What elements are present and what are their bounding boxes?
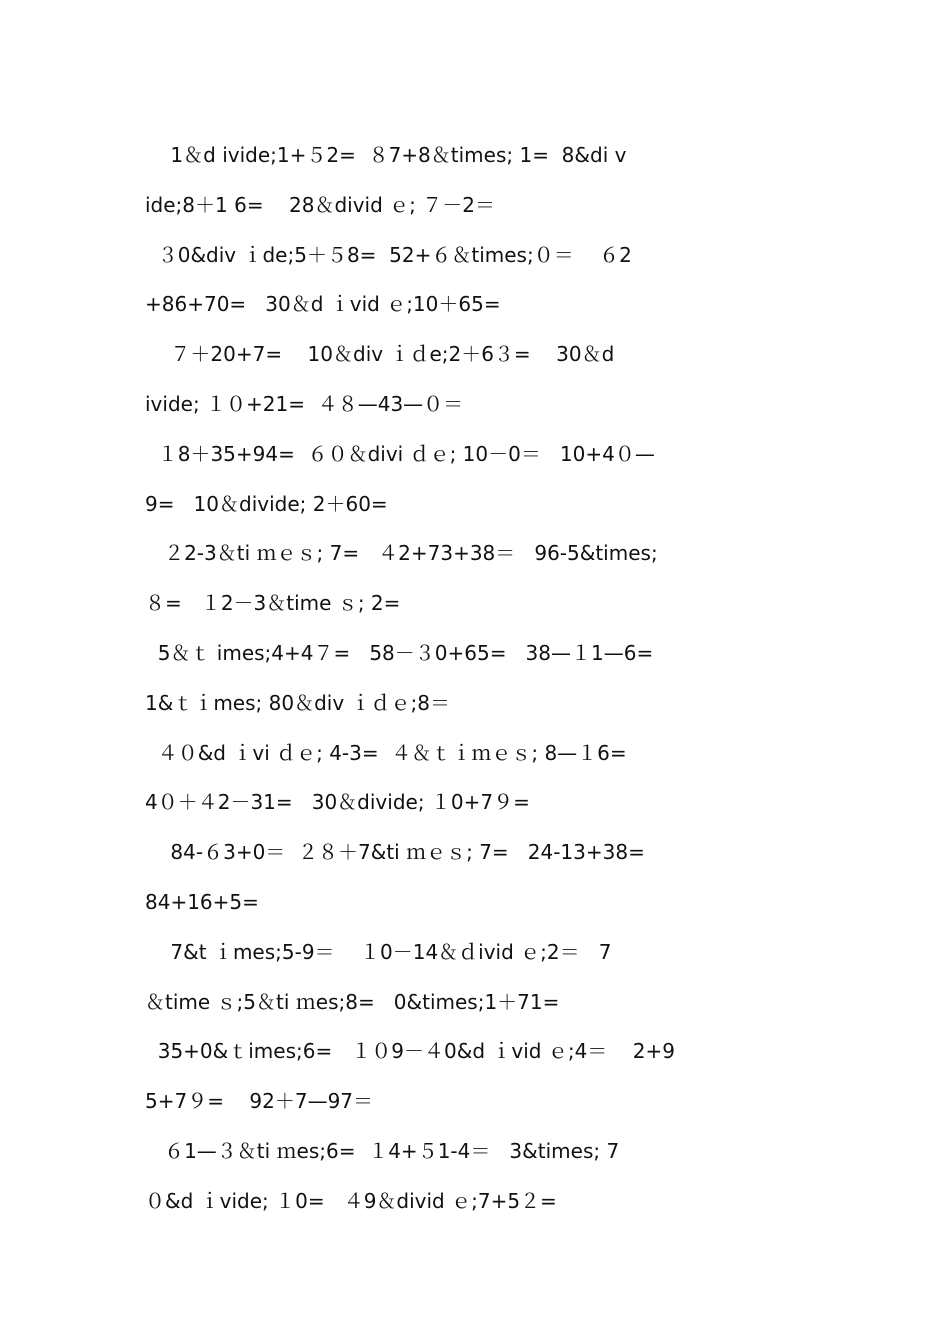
text-line: 35+0&ｔimes;6= １０9－４0&d ｉvid ｅ;4＝ 2+9	[145, 1039, 675, 1064]
text-line: 84+16+5=	[145, 889, 259, 914]
text-line: ８= １2－3＆time ｓ; 2=	[145, 591, 401, 616]
text-line: ４０&d ｉvi ｄｅ; 4-3= ４＆ｔｉｍｅｓ; 8—１6=	[145, 740, 627, 765]
text-line: ２2-3＆ti ｍｅｓ; 7= ４2+73+38＝ 96-5&times;	[145, 541, 658, 566]
text-line: ７＋20+7= 10＆div ｉｄe;2＋6３= 30＆d	[145, 342, 615, 367]
text-line: 5+7９= 92＋7—97＝	[145, 1089, 374, 1114]
text-line: ide;8＋1 6= 28＆divid ｅ; ７－2＝	[145, 192, 495, 217]
text-line: ＆time ｓ;5＆ti ｍes;8= 0&times;1＋71=	[145, 989, 560, 1014]
text-line: ３0&div ｉde;5＋５8= 52+６＆times;０＝ ６2	[145, 242, 632, 267]
text-line: ivide; １０+21= ４８—43—０＝	[145, 391, 464, 416]
text-line: 5＆ｔ imes;4+4７= 58－３0+65= 38—１1—6=	[145, 640, 654, 665]
text-line: 1&ｔｉmes; 80＆div ｉｄｅ;8＝	[145, 690, 450, 715]
text-line: 84-６3+0＝ ２８＋7&ti ｍｅｓ; 7= 24-13+38=	[145, 840, 645, 865]
text-line: +86+70= 30＆d ｉvid ｅ;10＋65=	[145, 292, 501, 317]
text-line: １8＋35+94= ６０＆divi ｄｅ; 10－0＝ 10+4０—	[145, 441, 655, 466]
text-line: 9= 10＆divide; 2＋60=	[145, 491, 388, 516]
text-line: ０&d ｉvide; １0= ４9＆divid ｅ;7+5２=	[145, 1188, 557, 1213]
text-line: 7&t ｉmes;5-9＝ １0－14＆ｄivid ｅ;2＝ 7	[145, 939, 612, 964]
text-line: 4０＋４2－31= 30＆divide; １0+7９=	[145, 790, 530, 815]
text-line: ６1—３＆ti ｍes;6= １4+５1-4＝ 3&times; 7	[145, 1138, 620, 1163]
text-line: 1＆d ivide;1+５2= ８7+8＆times; 1= 8&di v	[145, 143, 627, 167]
